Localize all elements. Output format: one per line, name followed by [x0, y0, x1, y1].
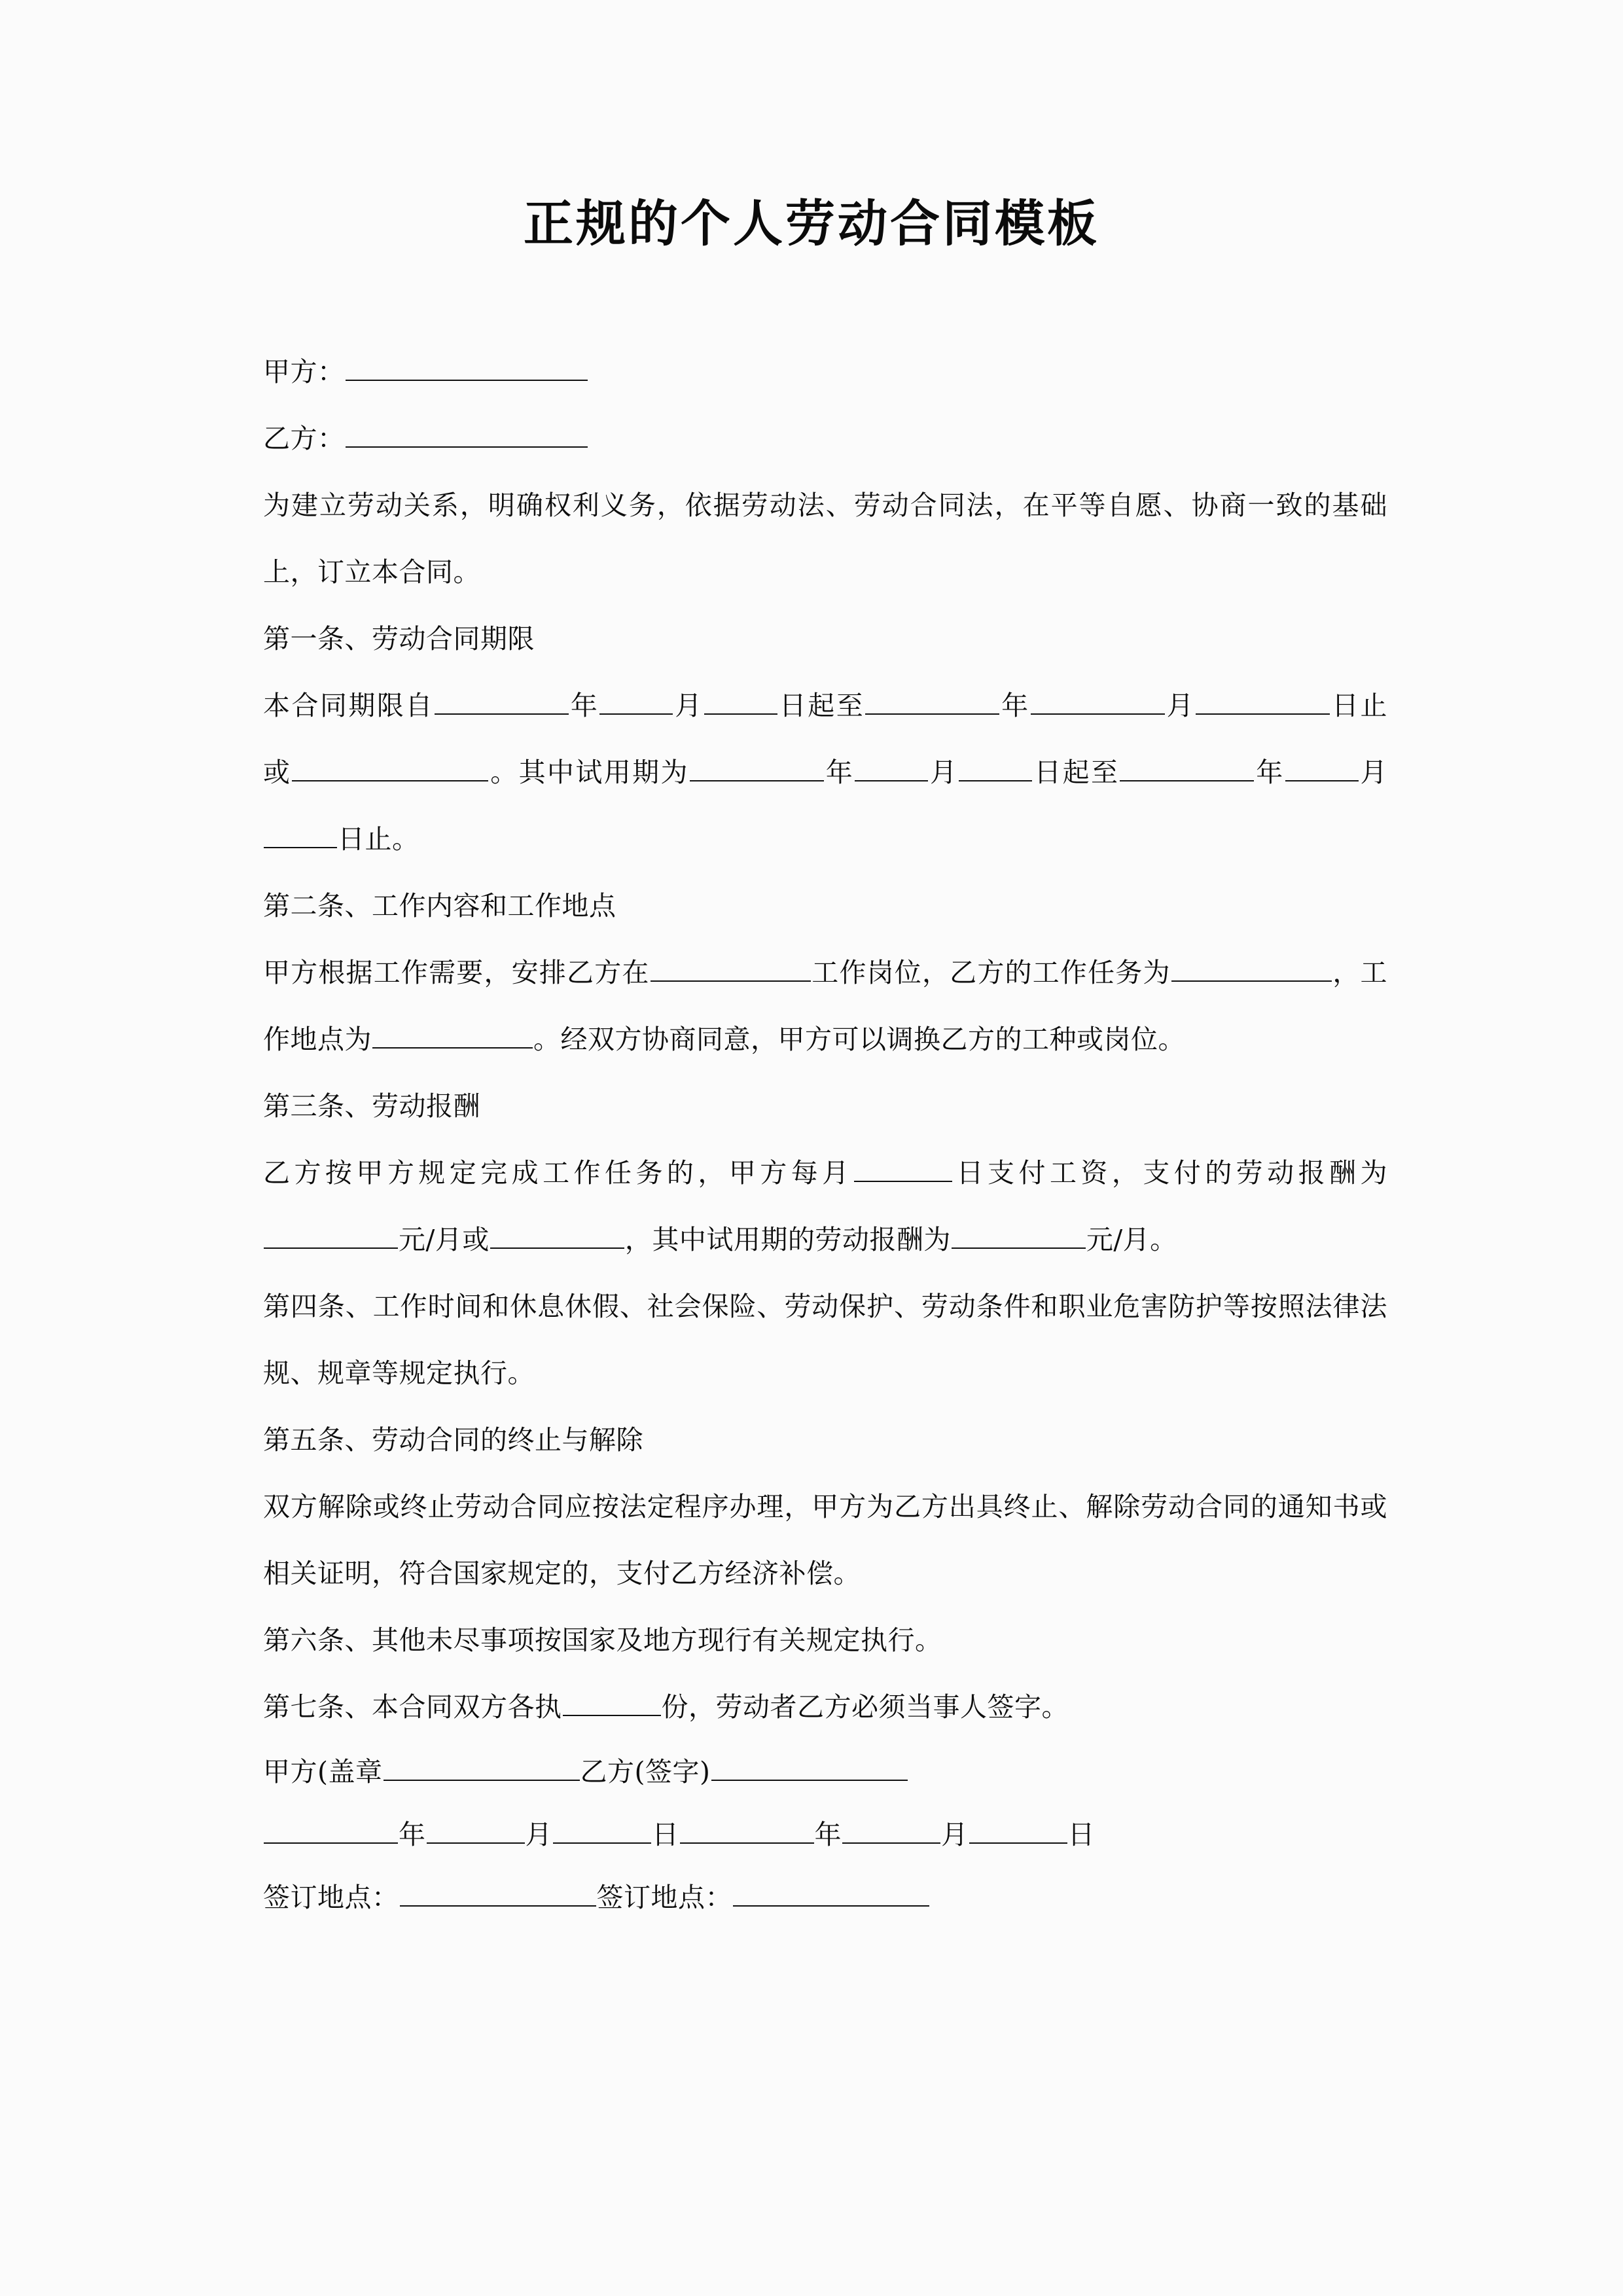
a3-salary-alt-blank[interactable] — [490, 1221, 624, 1249]
party-b-month-blank[interactable] — [842, 1816, 940, 1844]
sig-b-year: 年 — [814, 1819, 842, 1851]
a1-t0: 本合同期限自 — [263, 690, 434, 722]
article-1-body — [263, 672, 1387, 872]
a1-start-day-blank[interactable] — [704, 687, 777, 715]
a3-t4: 元/月。 — [1086, 1224, 1177, 1256]
a1-t11: 年 — [1255, 757, 1285, 789]
a2-workplace-blank[interactable] — [372, 1021, 533, 1049]
sign-place-a-blank[interactable] — [400, 1879, 596, 1907]
a7-copies-blank[interactable] — [563, 1689, 661, 1716]
sign-place-line — [263, 1866, 1387, 1929]
a1-probation-end-day-blank[interactable] — [264, 821, 337, 848]
party-a-label: 甲方： — [263, 356, 345, 388]
party-a-day-blank[interactable] — [553, 1816, 651, 1844]
page-title: 正规的个人劳动合同模板 — [524, 194, 1099, 253]
a1-t1: 年 — [569, 690, 599, 722]
a2-position-blank[interactable] — [651, 954, 811, 982]
party-a-seal-blank[interactable] — [383, 1753, 580, 1781]
party-b-sign-blank[interactable] — [711, 1753, 908, 1781]
article-3-body — [263, 1139, 1387, 1273]
article-7-body — [263, 1674, 1387, 1740]
a2-t3: 。经双方协商同意，甲方可以调换乙方的工种或岗位。 — [533, 1024, 1185, 1056]
article-1-heading: 第一条、劳动合同期限 — [263, 623, 535, 655]
a7-t0: 份，劳动者乙方必须当事人签字。 — [661, 1691, 1069, 1723]
a2-t1: 工作岗位，乙方的工作任务为 — [811, 957, 1171, 989]
a1-t13: 日止。 — [338, 823, 419, 855]
a1-t7: 。其中试用期为 — [489, 757, 689, 789]
article-5-heading: 第五条、劳动合同的终止与解除 — [263, 1424, 643, 1456]
article-2-heading: 第二条、工作内容和工作地点 — [263, 890, 616, 922]
a2-task-blank[interactable] — [1171, 954, 1332, 982]
party-b-sign-label: 乙方(签字) — [580, 1756, 711, 1788]
a3-probation-salary-blank[interactable] — [952, 1221, 1086, 1249]
article-5-body: 双方解除或终止劳动合同应按法定程序办理，甲方为乙方出具终止、解除劳动合同的通知书或相关证明，符合国家规定的，支付乙方经济补偿。 — [263, 1491, 1387, 1590]
a4-t0: 等按照法律法规、规章等规定执行。 — [263, 1291, 1387, 1390]
party-b-year-blank[interactable] — [680, 1816, 814, 1844]
a3-t2: 元/月或 — [399, 1224, 490, 1256]
a1-t3: 日起至 — [777, 690, 865, 722]
party-b-blank[interactable] — [346, 420, 588, 448]
a2-t2: ，工作地点为 — [263, 957, 1388, 1056]
sig-a-month: 月 — [525, 1819, 552, 1851]
sig-a-day: 日 — [652, 1819, 679, 1851]
a3-payday-blank[interactable] — [854, 1155, 952, 1182]
a1-t12: 月 — [1359, 757, 1387, 789]
article-4-body — [263, 1273, 1387, 1407]
party-b-label: 乙方： — [263, 423, 345, 455]
a3-salary-blank[interactable] — [264, 1221, 398, 1249]
a1-start-month-blank[interactable] — [599, 687, 673, 715]
article-7-heading: 第七条、本合同双方各执 — [263, 1691, 562, 1723]
party-a-blank[interactable] — [346, 353, 588, 381]
a1-t4: 年 — [1000, 690, 1030, 722]
a1-t10: 日起至 — [1033, 757, 1120, 789]
signature-names-line — [263, 1740, 1387, 1803]
a1-end-year-blank[interactable] — [865, 687, 999, 715]
a1-probation-end-year-blank[interactable] — [1120, 754, 1254, 781]
party-a-line — [263, 338, 1387, 405]
sig-b-day: 日 — [1067, 1819, 1095, 1851]
a3-t3: ，其中试用期的劳动报酬为 — [624, 1224, 951, 1256]
sig-a-year: 年 — [399, 1819, 426, 1851]
a1-t5: 月 — [1165, 690, 1196, 722]
a1-probation-end-month-blank[interactable] — [1285, 754, 1359, 781]
preamble-paragraph: 为建立劳动关系，明确权利义务，依据劳动法、劳动合同法，在平等自愿、协商一致的基础上，订立本合同。 — [263, 490, 1387, 588]
a1-end-month-blank[interactable] — [1031, 687, 1165, 715]
sign-place-b-blank[interactable] — [733, 1879, 929, 1907]
party-a-seal-label: 甲方(盖章 — [263, 1756, 383, 1788]
party-b-day-blank[interactable] — [969, 1816, 1067, 1844]
a1-probation-start-day-blank[interactable] — [959, 754, 1032, 781]
a1-t2: 月 — [673, 690, 704, 722]
party-a-month-blank[interactable] — [427, 1816, 525, 1844]
party-a-year-blank[interactable] — [264, 1816, 398, 1844]
article-4-heading: 第四条、工作时间和休息休假、社会保险、劳动保护、劳动条件和职业危害防护 — [263, 1291, 1223, 1323]
article-6-heading: 第六条、其他未尽事项按国家及地方现行有关规定执行。 — [263, 1624, 942, 1657]
sign-place-label-a: 签订地点： — [263, 1882, 399, 1914]
a1-probation-start-month-blank[interactable] — [855, 754, 928, 781]
a3-t0: 乙方按甲方规定完成工作任务的，甲方每月 — [263, 1157, 853, 1189]
a1-end-day-blank[interactable] — [1196, 687, 1330, 715]
a2-t0: 甲方根据工作需要，安排乙方在 — [263, 957, 650, 989]
article-2-body — [263, 939, 1387, 1073]
article-3-heading: 第三条、劳动报酬 — [263, 1090, 480, 1122]
a1-alt-term-blank[interactable] — [292, 754, 488, 781]
party-b-line — [263, 405, 1387, 472]
a3-t1: 日支付工资，支付的劳动报酬为 — [952, 1157, 1388, 1189]
sig-b-month: 月 — [941, 1819, 969, 1851]
a1-t8: 年 — [824, 757, 855, 789]
document-body — [236, 338, 1387, 1929]
a1-t6: 日止或 — [263, 690, 1388, 789]
signature-dates-line — [263, 1803, 1387, 1866]
sign-place-label-b: 签订地点： — [596, 1882, 732, 1914]
a1-start-year-blank[interactable] — [435, 687, 569, 715]
a1-probation-start-year-blank[interactable] — [690, 754, 824, 781]
a1-t9: 月 — [929, 757, 959, 789]
